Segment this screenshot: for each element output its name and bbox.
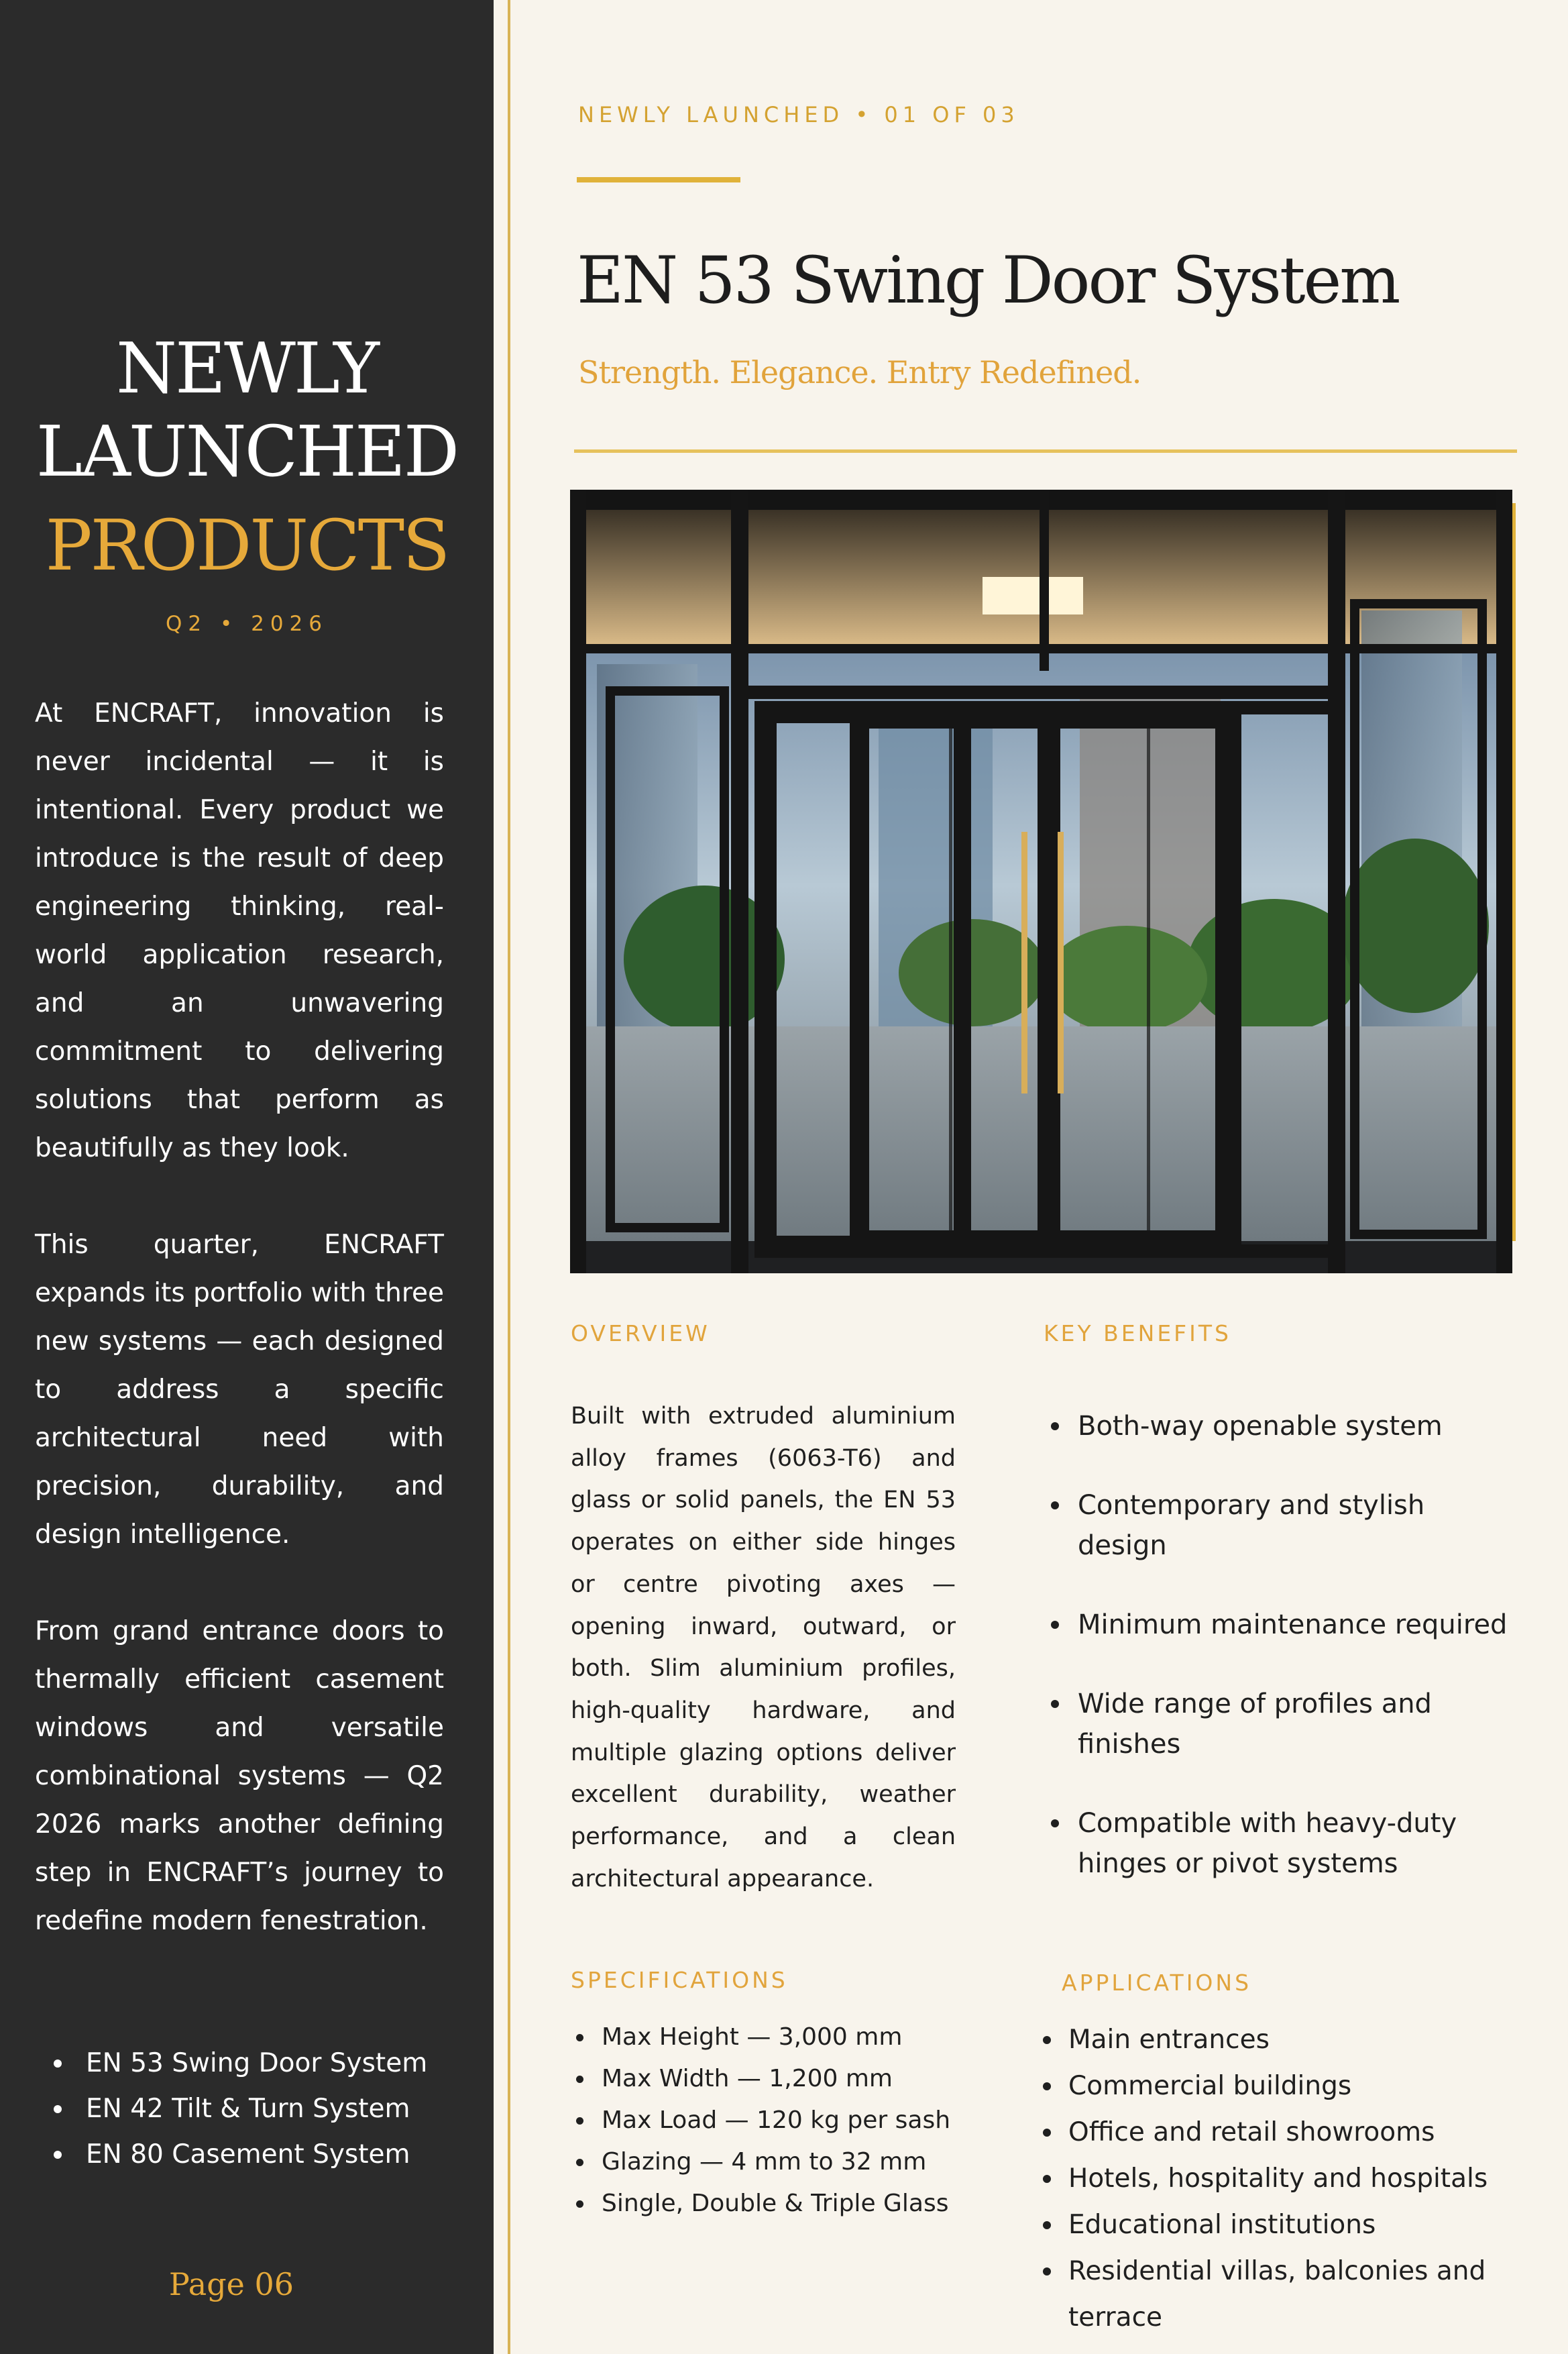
list-item: EN 53 Swing Door System: [86, 2041, 464, 2086]
sidebar-product-list: [35, 2041, 464, 2178]
sidebar-title-line-2: LAUNCHED: [36, 411, 458, 492]
list-item: Main entrances: [1068, 2017, 1512, 2063]
list-item: EN 80 Casement System: [86, 2132, 464, 2178]
list-item: Compatible with heavy-duty hinges or pivot systems: [1078, 1803, 1514, 1884]
list-item: Max Width — 1,200 mm: [602, 2058, 960, 2100]
list-item: Commercial buildings: [1068, 2063, 1512, 2109]
key-benefits-heading: KEY BENEFITS: [1044, 1320, 1231, 1346]
sidebar-quarter: Q2 • 2026: [165, 612, 328, 636]
list-item: Educational institutions: [1068, 2202, 1512, 2248]
sidebar-portfolio-paragraph: This quarter, ENCRAFT expands its portfolio with three new systems — each designed to address a specific architectural need with precision, durability, and design intelligence.: [35, 1230, 444, 1550]
swing-door-photo: [570, 490, 1512, 1273]
list-item: Hotels, hospitality and hospitals: [1068, 2155, 1512, 2202]
applications-list: [1036, 2017, 1512, 2341]
list-item: Max Load — 120 kg per sash: [602, 2100, 960, 2141]
list-item: Single, Double & Triple Glass: [602, 2183, 960, 2225]
specifications-list: [571, 2017, 960, 2225]
overview-text: Built with extruded aluminium alloy frames (6063-T6) and glass or solid panels, the EN 53 operates on either side hinges or centre pivoting axes — opening inward, outward, or both. Slim aluminium profiles, high-quality hardware, and multiple glazing options deliver excellent durability, weather performance, and a clean architectural appearance.: [571, 1403, 956, 1892]
sidebar-title-line-1: NEWLY: [116, 327, 378, 409]
list-item: Office and retail showrooms: [1068, 2109, 1512, 2155]
applications-heading: APPLICATIONS: [1062, 1970, 1252, 1996]
list-item: Wide range of profiles and finishes: [1078, 1684, 1514, 1764]
list-item: Glazing — 4 mm to 32 mm: [602, 2141, 960, 2183]
list-item: Residential villas, balconies and terrace: [1068, 2248, 1512, 2341]
list-item: Minimum maintenance required: [1078, 1605, 1514, 1645]
sidebar: [0, 0, 494, 2354]
list-item: Both-way openable system: [1078, 1406, 1514, 1446]
list-item: Max Height — 3,000 mm: [602, 2017, 960, 2058]
overview-heading: OVERVIEW: [571, 1320, 710, 1346]
page-title: EN 53 Swing Door System: [577, 243, 1399, 318]
section-kicker: NEWLY LAUNCHED • 01 OF 03: [578, 102, 1019, 127]
list-item: Contemporary and stylish design: [1078, 1485, 1514, 1566]
kicker-underline: [577, 177, 740, 182]
key-benefits-list: [1044, 1406, 1514, 1923]
sidebar-intro-paragraph: At ENCRAFT, innovation is never incidental — it is intentional. Every product we introduce is the result of deep engineering thinking, real-world application research, and an unwavering commitment to delivering solutions that perform as beautifully as they look.: [35, 698, 444, 1163]
page-number: Page 06: [168, 2266, 294, 2302]
title-divider: [574, 449, 1517, 453]
sidebar-title-line-3: PRODUCTS: [45, 504, 449, 586]
specifications-heading: SPECIFICATIONS: [571, 1967, 788, 1993]
list-item: EN 42 Tilt & Turn System: [86, 2086, 464, 2132]
page-subtitle: Strength. Elegance. Entry Redefined.: [578, 354, 1141, 390]
sidebar-closing-paragraph: From grand entrance doors to thermally efficient casement windows and versatile combinational systems — Q2 2026 marks another defining step in ENCRAFT’s journey to redefine modern fenestration.: [35, 1616, 444, 1936]
